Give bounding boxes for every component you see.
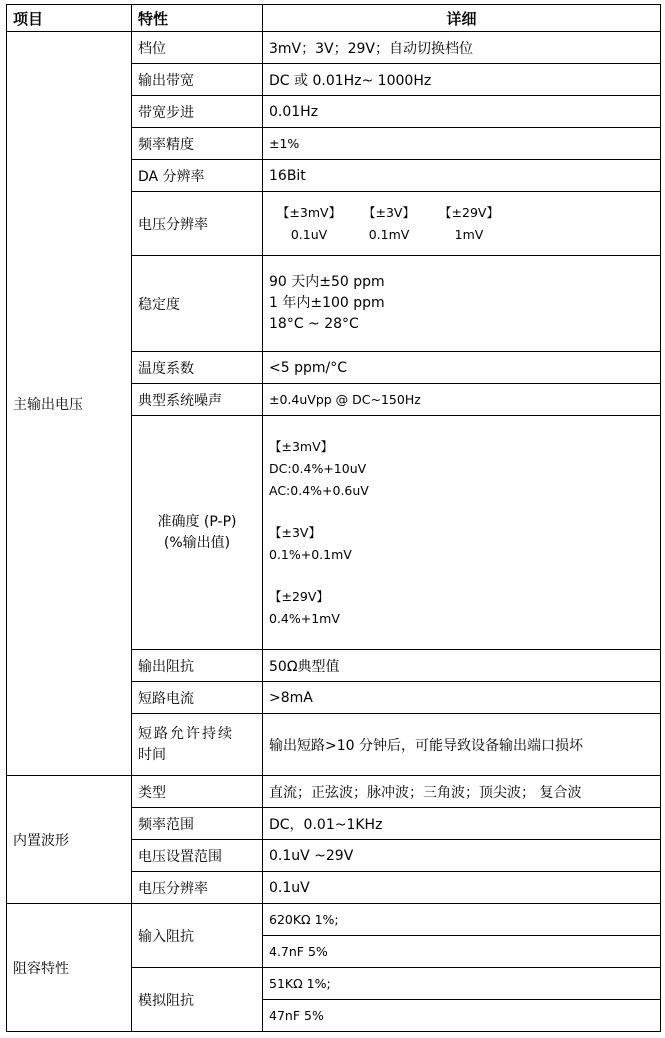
feature-label: 电压分辨率 (132, 872, 263, 904)
category-rc-characteristics: 阻容特性 (7, 904, 132, 1032)
detail-value: 50Ω典型值 (263, 650, 661, 682)
header-feature: 特性 (132, 5, 263, 32)
feature-label: 档位 (132, 32, 263, 64)
detail-value: 16Bit (263, 160, 661, 192)
range-label: 【±29V】 (269, 588, 329, 604)
detail-value: >8mA (263, 682, 661, 714)
range-label: 【±29V】 (439, 204, 499, 220)
detail-value: 输出短路>10 分钟后，可能导致设备输出端口损坏 (263, 714, 661, 776)
detail-value: 0.1uV ~29V (263, 840, 661, 872)
feature-label: 输入阻抗 (132, 904, 263, 968)
detail-value: 0.01Hz (263, 96, 661, 128)
header-item: 项目 (7, 5, 132, 32)
spec-table (6, 4, 661, 1032)
table-row (7, 904, 661, 936)
feature-label: 带宽步进 (132, 96, 263, 128)
feature-label: 电压设置范围 (132, 840, 263, 872)
feature-label: 稳定度 (132, 256, 263, 352)
table-row (7, 32, 661, 64)
detail-value: 0.1uV (263, 872, 661, 904)
feature-label: 准确度 (P-P) (157, 513, 237, 530)
feature-label: (%输出值) (163, 534, 231, 551)
voltage-resolution-detail (263, 192, 661, 256)
detail-value: 4.7nF 5% (263, 936, 661, 968)
range-label: 【±3V】 (363, 204, 415, 220)
detail-value: 3mV；3V；29V；自动切换档位 (263, 32, 661, 64)
detail-line: DC:0.4%+10uV (269, 460, 367, 476)
feature-label: 类型 (132, 776, 263, 808)
detail-value: 直流；正弦波；脉冲波；三角波；顶尖波； 复合波 (263, 776, 661, 808)
range-label: 【±3mV】 (276, 204, 342, 220)
detail-value: 51KΩ 1%; (263, 968, 661, 1000)
feature-label: 输出带宽 (132, 64, 263, 96)
detail-value: DC 或 0.01Hz~ 1000Hz (263, 64, 661, 96)
feature-label: 时间 (138, 746, 166, 763)
category-builtin-waveform: 内置波形 (7, 776, 132, 904)
detail-value: 47nF 5% (263, 1000, 661, 1032)
feature-label: 温度系数 (132, 352, 263, 384)
detail-value: ±0.4uVpp @ DC~150Hz (263, 384, 661, 416)
detail-value: <5 ppm/°C (263, 352, 661, 384)
short-time-feature (132, 714, 263, 776)
category-main-output: 主输出电压 (7, 32, 132, 776)
feature-label: 模拟阻抗 (132, 968, 263, 1032)
detail-value: 620KΩ 1%; (263, 904, 661, 936)
range-label: 【±3mV】 (269, 438, 334, 454)
header-detail: 详细 (263, 5, 661, 32)
resolution-value: 1mV (454, 226, 484, 242)
detail-line: 18°C ~ 28°C (269, 316, 359, 332)
feature-label: 频率精度 (132, 128, 263, 160)
feature-label: 短路电流 (132, 682, 263, 714)
detail-line: AC:0.4%+0.6uV (269, 482, 369, 498)
accuracy-detail (263, 416, 661, 650)
feature-label: 短路允许持续 (138, 725, 234, 742)
detail-line: 0.1%+0.1mV (269, 546, 352, 562)
feature-label: 频率范围 (132, 808, 263, 840)
feature-label: DA 分辨率 (132, 160, 263, 192)
feature-label: 电压分辨率 (132, 192, 263, 256)
resolution-value: 0.1mV (368, 226, 410, 242)
header-row (7, 5, 661, 32)
feature-label: 输出阻抗 (132, 650, 263, 682)
detail-value: DC，0.01~1KHz (263, 808, 661, 840)
stability-detail (263, 256, 661, 352)
accuracy-feature (132, 416, 263, 650)
table-row (7, 776, 661, 808)
detail-line: 1 年内±100 ppm (269, 295, 385, 311)
feature-label: 典型系统噪声 (132, 384, 263, 416)
detail-line: 90 天内±50 ppm (269, 274, 385, 290)
range-label: 【±3V】 (269, 524, 321, 540)
resolution-value: 0.1uV (290, 226, 328, 242)
detail-value: ±1% (263, 128, 661, 160)
detail-line: 0.4%+1mV (269, 610, 340, 626)
